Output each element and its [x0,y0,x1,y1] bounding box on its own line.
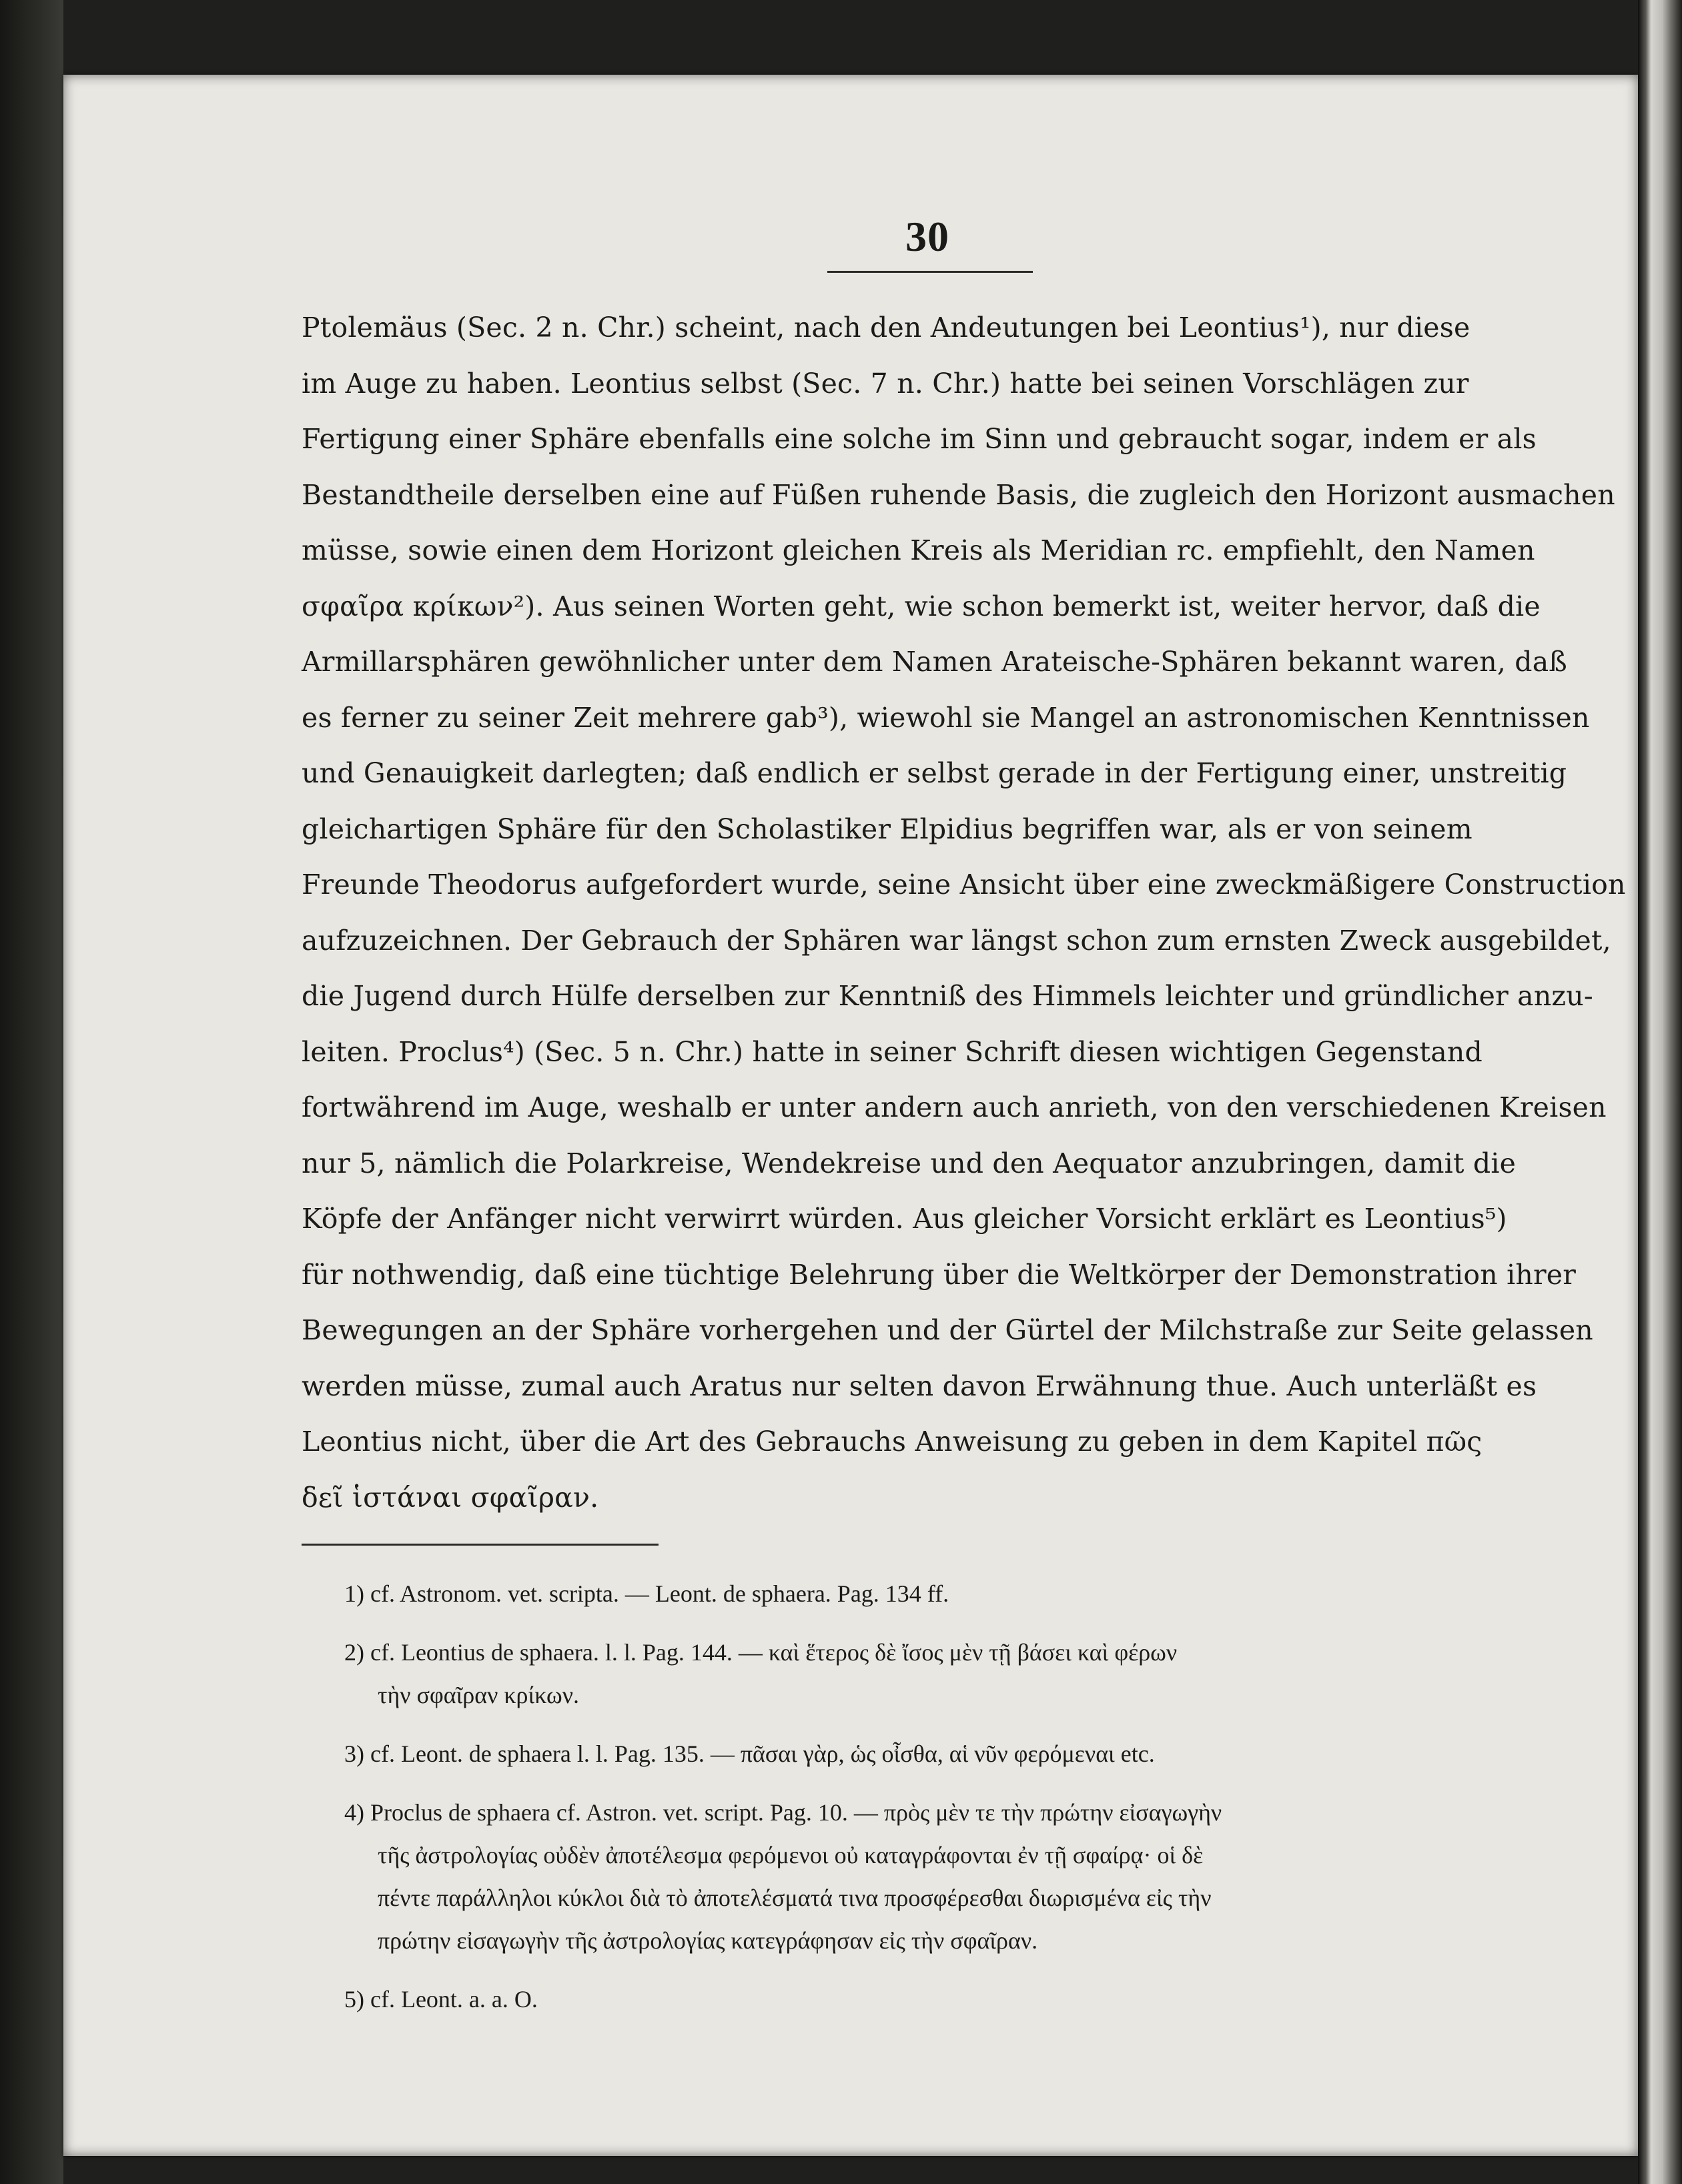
text-line: und Genauigkeit darlegten; daß endlich er selbst gerade in der Fertigung einer, unstreitig [302,757,1567,789]
scan-background-left [0,0,63,2184]
footnotes [344,1572,1492,2021]
footnote-4-continued: πέντε παράλληλοι κύκλοι διὰ τὸ ἀποτελέσματά τινα προσφέρεσθαι διωρισμένα εἰς τὴν [378,1884,1212,1911]
text-line: Armillarsphären gewöhnlicher unter dem Namen Arateische-Sphären bekannt waren, daß [302,646,1567,678]
text-line: σφαῖρα κρίκων²). Aus seinen Worten geht, wie schon bemerkt ist, weiter hervor, daß die [302,590,1541,622]
text-line: im Auge zu haben. Leontius selbst (Sec. 7 n. Chr.) hatte bei seinen Vorschlägen zur [302,367,1469,400]
text-line: Freunde Theodorus aufgefordert wurde, seine Ansicht über eine zweckmäßigere Construction [302,869,1626,901]
text-line: Köpfe der Anfänger nicht verwirrt würden. Aus gleicher Vorsicht erklärt es Leontius⁵) [302,1203,1507,1235]
text-line: fortwährend im Auge, weshalb er unter andern auch anrieth, von den verschiedenen Kreisen [302,1091,1607,1123]
text-line: δεῖ ἱστάναι σφαῖραν. [302,1481,599,1514]
text-line: leiten. Proclus⁴) (Sec. 5 n. Chr.) hatte in seiner Schrift diesen wichtigen Gegenstand [302,1035,1483,1068]
text-line: Bestandtheile derselben eine auf Füßen ruhende Basis, die zugleich den Horizont ausmachen [302,478,1615,511]
text-line: Ptolemäus (Sec. 2 n. Chr.) scheint, nach den Andeutungen bei Leontius¹), nur diese [302,312,1470,344]
footnote-rule [302,1544,659,1546]
text-line: für nothwendig, daß eine tüchtige Belehrung über die Weltkörper der Demonstration ihrer [302,1258,1577,1291]
text-line: nur 5, nämlich die Polarkreise, Wendekreise und den Aequator anzubringen, damit die [302,1147,1517,1179]
footnote-1: 1) cf. Astronom. vet. scripta. — Leont. de sphaera. Pag. 134 ff. [344,1580,949,1607]
text-line: müsse, sowie einen dem Horizont gleichen Kreis als Meridian rc. empfiehlt, den Namen [302,534,1535,566]
text-line: Fertigung einer Sphäre ebenfalls eine solche im Sinn und gebraucht sogar, indem er als [302,423,1537,455]
page-number: 30 [905,213,949,260]
footnote-4-continued: πρώτην εἰσαγωγὴν τῆς ἀστρολογίας κατεγράφησαν εἰς τὴν σφαῖραν. [378,1927,1038,1954]
footnote-4-continued: τῆς ἀστρολογίας οὐδὲν ἀποτέλεσμα φερόμενοι οὐ καταγράφονται ἐν τῇ σφαίρᾳ· οἱ δὲ [378,1842,1204,1868]
footnote-5: 5) cf. Leont. a. a. O. [344,1986,538,2013]
text-line: aufzuzeichnen. Der Gebrauch der Sphären war längst schon zum ernsten Zweck ausgebildet, [302,924,1611,957]
footnote-2-continued: τὴν σφαῖραν κρίκων. [378,1682,579,1708]
text-line: es ferner zu seiner Zeit mehrere gab³), wiewohl sie Mangel an astronomischen Kenntnissen [302,701,1590,734]
header-rule [827,271,1033,273]
book-spine-edge [1638,0,1682,2184]
text-line: werden müsse, zumal auch Aratus nur selten davon Erwähnung thue. Auch unterläßt es [302,1370,1537,1402]
footnote-4: 4) Proclus de sphaera cf. Astron. vet. script. Pag. 10. — πρὸς μὲν τε τὴν πρώτην εἰσαγωγὴν [344,1799,1222,1826]
text-line: gleichartigen Sphäre für den Scholastiker Elpidius begriffen war, als er von seinem [302,812,1473,845]
footnote-2: 2) cf. Leontius de sphaera. l. l. Pag. 144. — καὶ ἕτερος δὲ ἴσος μὲν τῇ βάσει καὶ φέρων [344,1639,1178,1666]
text-line: Bewegungen an der Sphäre vorhergehen und der Gürtel der Milchstraße zur Seite gelassen [302,1314,1593,1346]
text-line: die Jugend durch Hülfe derselben zur Kenntniß des Himmels leichter und gründlicher anzu- [302,980,1593,1012]
body-text [302,300,1626,1526]
footnote-3: 3) cf. Leont. de sphaera l. l. Pag. 135. — πᾶσαι γὰρ, ὡς οἶσθα, αἱ νῦν φερόμεναι etc. [344,1740,1155,1767]
text-line: Leontius nicht, über die Art des Gebrauchs Anweisung zu geben in dem Kapitel πῶς [302,1426,1483,1458]
